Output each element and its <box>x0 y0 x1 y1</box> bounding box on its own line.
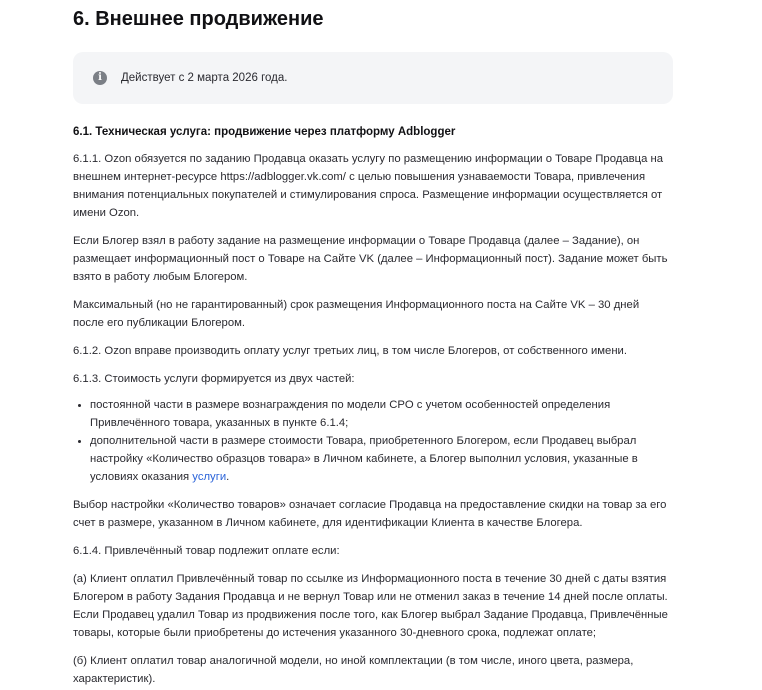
paragraph-max-term: Максимальный (но не гарантированный) срок размещения Информационного поста на Сайте VK – 30 дней после его публикации Блогером. <box>73 299 640 329</box>
list-item <box>90 432 673 486</box>
paragraph-6-1-1: 6.1.1. Ozon обязуется по заданию Продавца оказать услугу по размещению информации о Товаре Продавца на внешнем интернет-ресурсе https://adblogger.vk.com/ с целью повышения узнаваемости Товара, привлечения внимания потенциальных покупателей и стимулирования спроса. Размещение информации осуществляется от имени Ozon. <box>73 153 664 219</box>
section-title: 6.1. Техническая услуга: продвижение через платформу Adblogger <box>73 126 456 138</box>
paragraph-6-1-4: 6.1.4. Привлечённый товар подлежит оплате если: <box>73 545 340 557</box>
paragraph-task: Если Блогер взял в работу задание на размещение информации о Товаре Продавца (далее – Задание), он размещает информационный пост о Товаре на Сайте VK (далее – Информационный пост). Задание может быть взято в работу любым Блогером. <box>73 235 668 283</box>
page-title: 6. Внешнее продвижение <box>73 8 324 30</box>
paragraph-6-1-2: 6.1.2. Ozon вправе производить оплату услуг третьих лиц, в том числе Блогеров, от собственного имени. <box>73 345 628 357</box>
paragraph-b: (б) Клиент оплатил товар аналогичной модели, но иной комплектации (в том числе, иного цвета, размера, характеристик). <box>73 655 634 685</box>
paragraph-6-1-3: 6.1.3. Стоимость услуги формируется из двух частей: <box>73 373 355 385</box>
notice-text: Действует с 2 марта 2026 года. <box>121 72 288 84</box>
paragraph-a: (а) Клиент оплатил Привлечённый товар по ссылке из Информационного поста в течение 30 дней с даты взятия Блогером в работу Задания Продавца и не вернул Товар или не отменил заказ в течение 14 дней после оплаты. Если Продавец удалил Товар из продвижения после того, как Блогер выбрал Задание Продавца, Привлечённые товары, которые были приобретены до истечения указанного 30-дневного срока, подлежат оплате; <box>73 573 668 639</box>
list-item-text: дополнительной части в размере стоимости Товара, приобретенного Блогером, если Продавец выбрал настройку «Количество образцов товара» в Личном кабинете, а Блогер выполнил условия, указанные в условиях оказания <box>90 435 638 483</box>
services-link[interactable]: услуги <box>192 471 227 483</box>
list-item: • постоянной части в размере вознаграждения по модели CPO с учетом особенностей определения Привлечённого товара, указанных в пункте 6.1.4; <box>90 396 673 432</box>
effective-date-notice <box>73 52 673 104</box>
cost-parts-list <box>73 396 673 486</box>
list-item-end: . <box>226 471 230 483</box>
info-icon: i <box>93 71 107 85</box>
paragraph-settings: Выбор настройки «Количество товаров» означает согласие Продавца на предоставление скидки на товар за его счет в размере, указанном в Личном кабинете, для идентификации Клиента в качестве Блогера. <box>73 499 667 529</box>
